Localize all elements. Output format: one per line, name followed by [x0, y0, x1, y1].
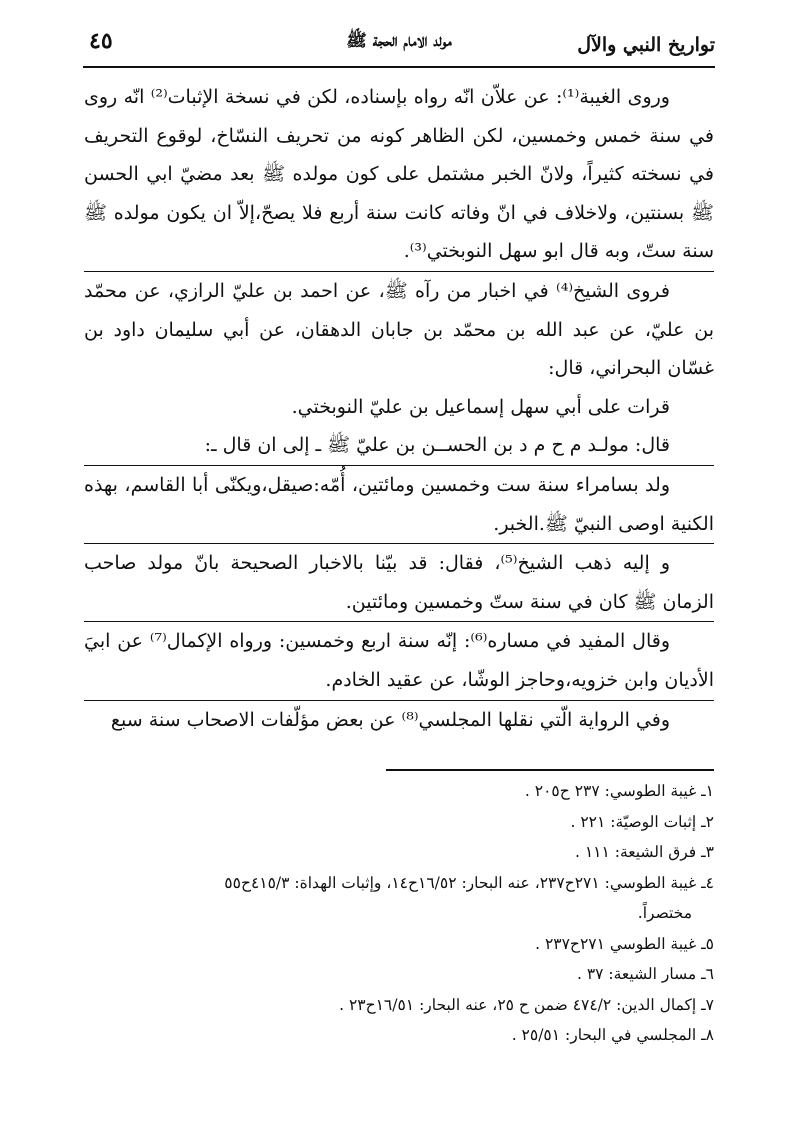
quoted-line: قرات على أبي سهل إسماعيل بن عليّ النوبختي. — [291, 395, 670, 418]
paragraph: فروى الشيخ⁽⁴⁾ في اخبار من رآه ﷺ، عن احمد بن عليّ الرازي، عن محمّد بن عليّ، عن عبد الله بن محمّد بن جابان الدهقان، عن أبي سليمان داود بن غسّان البحراني، قال: — [84, 271, 714, 388]
paragraph: ولد بسامراء سنة ست وخمسين ومائتين، أُمّه:صيقل،ويكنّى أبا القاسم، بهذه الكنية اوصى النبيّ ﷺ.الخبر. — [84, 465, 714, 543]
running-header — [83, 26, 715, 68]
footnote: ٨ـ المجلسي في البحار: ٢٥/٥١ . — [511, 1026, 714, 1044]
footnote: ١ـ غيبة الطوسي: ٢٣٧ ح٢٠٥ . — [524, 782, 714, 800]
book-title: تواريخ النبي والآل — [577, 34, 715, 56]
paragraph: وفي الرواية الّتي نقلها المجلسي⁽⁸⁾ عن بعض مؤلّفات الاصحاب سنة سبع — [84, 700, 714, 740]
footnote: ٢ـ إثبات الوصيّة: ٢٢١ . — [570, 812, 714, 831]
page-number: ٤٥ — [89, 28, 113, 54]
footnotes — [84, 776, 714, 1051]
footnote: ٣ـ فرق الشيعة: ١١١ . — [574, 843, 714, 861]
quoted-line: قال: مولـد م ح م د بن الحســن بن عليّ ﷺ ـ إلى ان قال ـ: — [204, 434, 670, 457]
footnote-separator — [386, 769, 714, 771]
paragraph: وروى الغيبة⁽¹⁾: عن علاّن انّه رواه بإسناده، لكن في نسخة الإثبات⁽²⁾ انّه روى في سنة خمس وخمسين، لكن الظاهر كونه من تحريف النسّاخ، لوقوع التحريف في نسخته كثيراً، ولانّ الخبر مشتمل على كون مولده ﷺ بعد مضيّ ابي الحسن ﷺ بسنتين، ولاخلاف في انّ وفاته كانت سنة أربع فلا يصحّ،إلاّ ان يكون مولده ﷺ سنة ستّ، وبه قال ابو سهل النوبختي⁽³⁾. — [84, 86, 714, 263]
footnote: ٤ـ غيبة الطوسي: ٢٧١ح٢٣٧، عنه البحار: ١٦/٥٢ح١٤، وإثبات الهداة: ٤١٥/٣ح٥٥ — [224, 873, 714, 892]
main-text — [84, 78, 714, 739]
footnote: ٧ـ إكمال الدين: ٤٧٤/٢ ضمن ح ٢٥، عنه البحار: ١٦/٥١ح٢٣ . — [339, 995, 714, 1014]
footnote: ٦ـ مسار الشيعة: ٣٧ . — [576, 965, 714, 983]
paragraph: و إليه ذهب الشيخ⁽⁵⁾، فقال: قد بيّنا بالاخبار الصحيحة بانّ مولد صاحب الزمان ﷺ كان في سنة ستّ وخمسين ومائتين. — [84, 543, 714, 621]
chapter-title: مولد الامام الحجة ﷺ — [346, 31, 452, 51]
footnote-continuation: مختصراً. — [637, 904, 692, 922]
paragraph: وقال المفيد في مساره⁽⁶⁾: إنّه سنة اربع وخمسين: ورواه الإكمال⁽⁷⁾ عن ابيَ الأديان وابن خزويه،وحاجز الوشّا، عن عقيد الخادم. — [84, 621, 714, 699]
footnote: ٥ـ غيبة الطوسي ٢٧١ح٢٣٧ . — [535, 934, 714, 953]
